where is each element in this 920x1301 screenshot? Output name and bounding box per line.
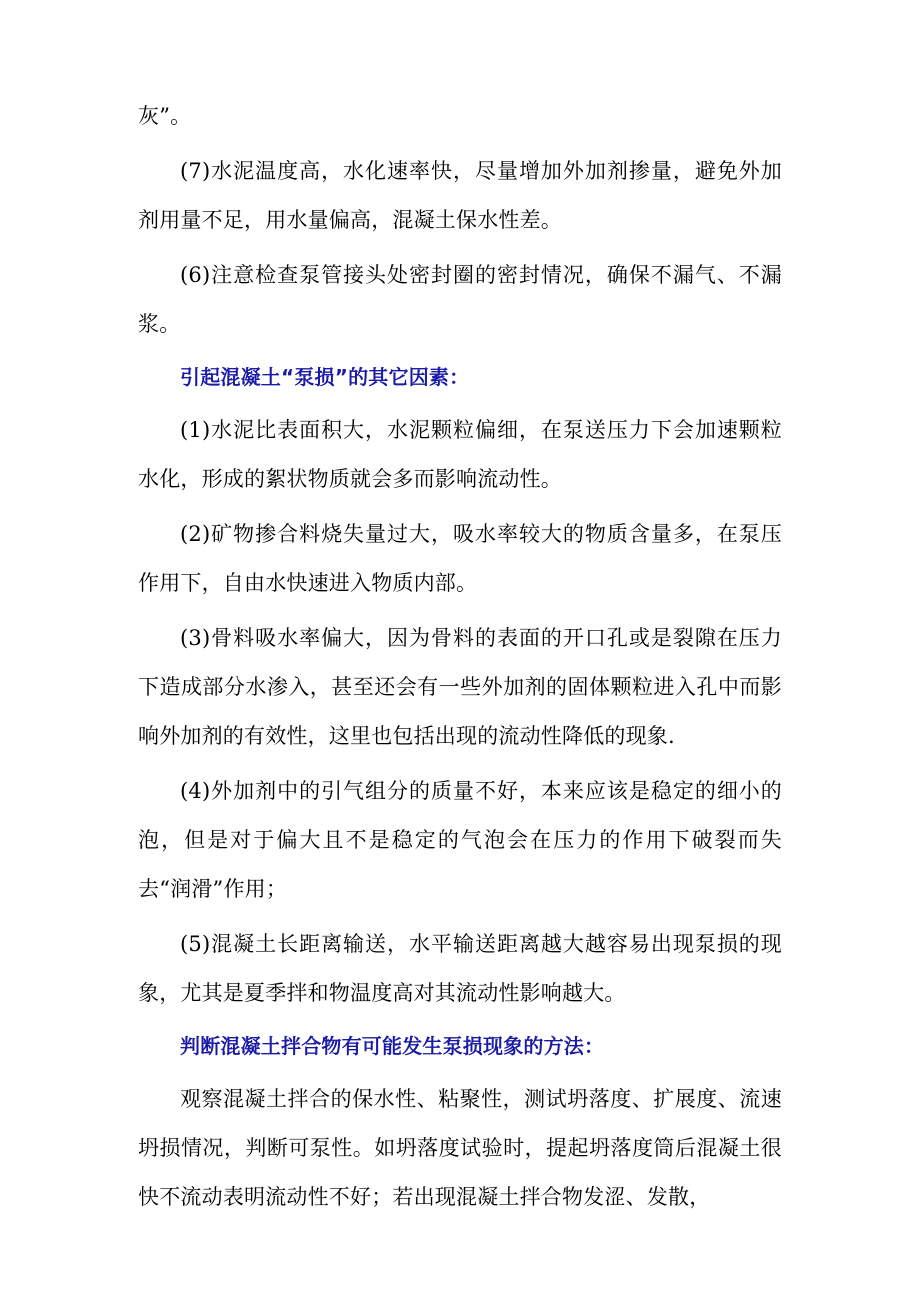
paragraph-factor-5: (5)混凝土长距离输送，水平输送距离越大越容易出现泵损的现象，尤其是夏季拌和物温度高对其流动性影响越大。 <box>138 932 782 1005</box>
paragraph-factor-1: (1)水泥比表面积大，水泥颗粒偏细，在泵送压力下会加速颗粒水化，形成的絮状物质就会多而影响流动性。 <box>138 418 782 491</box>
document-body <box>138 92 782 1222</box>
paragraph-continuation: 灰”。 <box>138 104 192 128</box>
paragraph-factor-3: (3)骨料吸水率偏大，因为骨料的表面的开口孔或是裂隙在压力下造成部分水渗入，甚至还会有一些外加剂的固体颗粒进入孔中而影响外加剂的有效性，这里也包括出现的流动性降低的现象. <box>138 626 782 748</box>
paragraph-method: 观察混凝土拌合的保水性、粘聚性，测试坍落度、扩展度、流速坍损情况，判断可泵性。如坍落度试验时，提起坍落度筒后混凝土很快不流动表明流动性不好；若出现混凝土拌合物发涩、发散， <box>138 1087 782 1209</box>
paragraph-factor-4: (4)外加剂中的引气组分的质量不好，本来应该是稳定的细小的泡，但是对于偏大且不是稳定的气泡会在压力的作用下破裂而失去“润滑”作用； <box>138 779 782 901</box>
section-heading-other-factors: 引起混凝土“泵损”的其它因素： <box>180 365 470 389</box>
paragraph-factor-2: (2)矿物掺合料烧失量过大，吸水率较大的物质含量多，在泵压作用下，自由水快速进入物质内部。 <box>138 522 782 595</box>
paragraph-item-6: (6)注意检查泵管接头处密封圈的密封情况，确保不漏气、不漏浆。 <box>138 263 782 336</box>
paragraph-item-7: (7)水泥温度高，水化速率快，尽量增加外加剂掺量，避免外加剂用量不足，用水量偏高，混凝土保水性差。 <box>138 159 782 232</box>
section-heading-judgement-method: 判断混凝土拌合物有可能发生泵损现象的方法： <box>180 1034 605 1058</box>
